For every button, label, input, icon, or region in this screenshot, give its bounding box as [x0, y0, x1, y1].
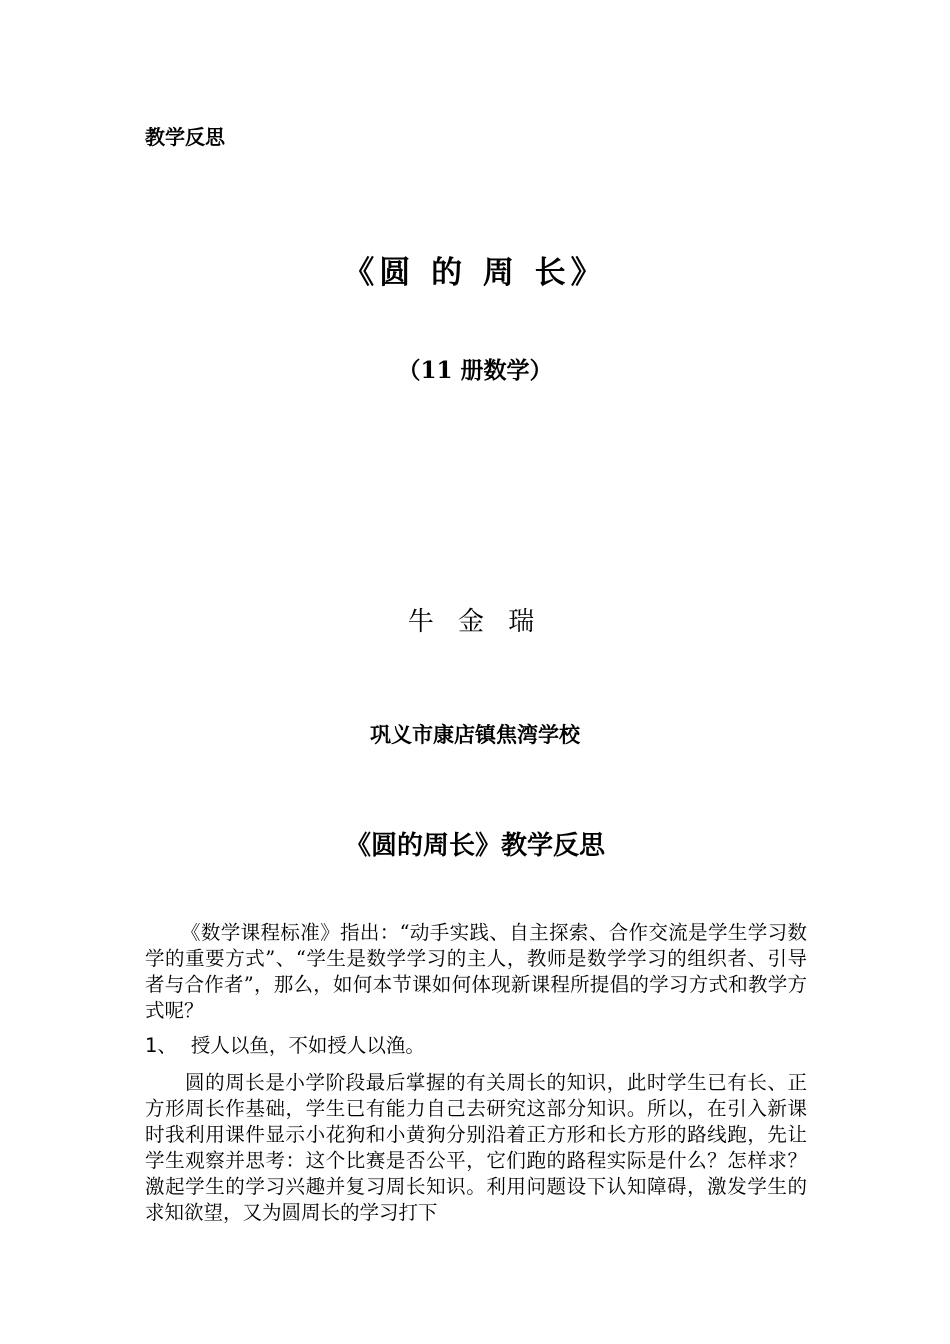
paragraph-body: 圆的周长是小学阶段最后掌握的有关周长的知识，此时学生已有长、正方形周长作基础，学生已有能力自己去研究这部分知识。所以，在引入新课时我利用课件显示小花狗和小黄狗分别沿着正方形和长方形的路线跑，先让学生观察并思考：这个比赛是否公平，它们跑的路程实际是什么？怎样求？激起学生的学习兴趣并复习周长知识。利用问题设下认知障碍，激发学生的求知欲望，又为圆周长的学习打下: [145, 1071, 807, 1224]
author-name: 牛 金 瑞: [407, 607, 543, 637]
subtitle: （11 册数学）: [397, 357, 553, 384]
main-title: 《圆 的 周 长》: [343, 255, 607, 291]
school-name: 巩义市康店镇焦湾学校: [370, 723, 580, 747]
header-label: 教学反思: [145, 125, 225, 149]
list-item: [145, 1033, 807, 1059]
section-title: 《圆的周长》教学反思: [344, 831, 605, 861]
list-item-number: 1、: [145, 1034, 177, 1057]
list-item-text: 授人以鱼，不如授人以渔。: [190, 1034, 425, 1057]
paragraph-intro: 《数学课程标准》指出：“动手实践、自主探索、合作交流是学生学习数学的重要方式”、“学生是数学学习的主人，教师是数学学习的组织者、引导者与合作者”，那么，如何本节课如何体现新课程所提倡的学习方式和教学方式呢？: [145, 921, 807, 1022]
